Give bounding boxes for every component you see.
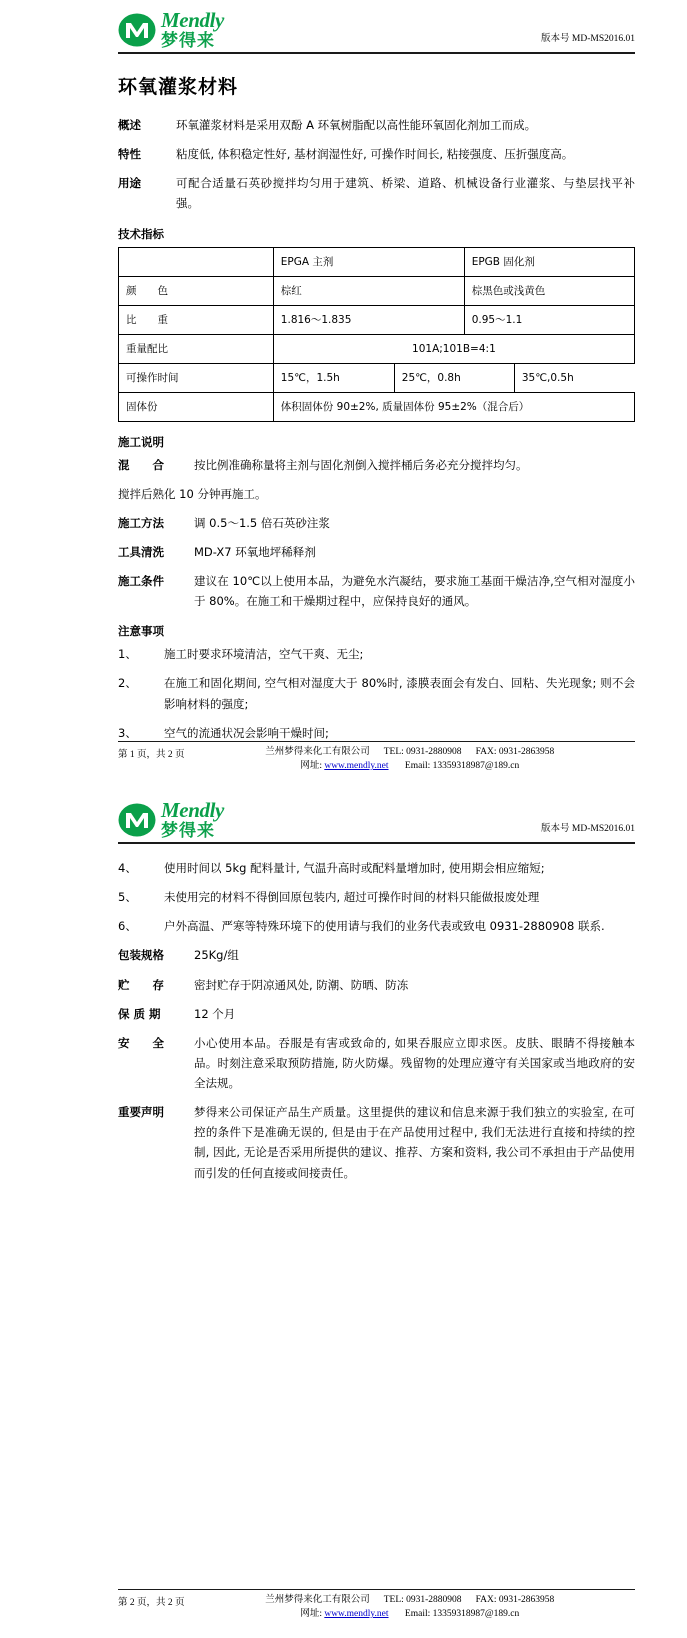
td-pot-35c: 35℃,0.5h <box>521 371 574 384</box>
list-item-text: 未使用完的材料不得倒回原包装内, 超过可操作时间的材料只能做报废处理 <box>164 890 540 905</box>
spec-table <box>118 247 635 422</box>
td-pot-life-values <box>273 363 634 392</box>
mixing-note-row <box>118 484 635 504</box>
safety-row <box>118 1033 635 1093</box>
td-gravity-label: 比 重 <box>119 305 274 334</box>
uses-row <box>118 173 635 213</box>
disclaimer-label: 重要声明 <box>118 1105 164 1120</box>
storage-row <box>118 975 635 995</box>
uses-label: 用途 <box>118 176 141 191</box>
footer-email-label: Email: <box>404 761 431 772</box>
list-item-number: 2、 <box>118 676 137 691</box>
list-item-number: 3、 <box>118 725 137 740</box>
list-item-number: 5、 <box>118 890 137 905</box>
footer-line-1 <box>185 1594 635 1608</box>
header-divider <box>118 842 635 844</box>
logo-text <box>161 10 224 49</box>
mixing-label: 混 合 <box>118 457 164 472</box>
footer-company-info <box>185 746 635 774</box>
td-ratio-label: 重量配比 <box>119 334 274 363</box>
table-header-row <box>119 247 635 276</box>
features-row <box>118 144 635 164</box>
td-pot-life-label: 可操作时间 <box>119 363 274 392</box>
footer-divider <box>118 1589 635 1590</box>
notice-list-continued <box>118 858 635 936</box>
list-item-text: 使用时间以 5kg 配料量计, 气温升高时或配料量增加时, 使用期会相应缩短; <box>164 861 545 875</box>
footer-fax: FAX: 0931-2863958 <box>475 747 555 758</box>
list-item <box>118 644 635 664</box>
list-item-number: 1、 <box>118 647 137 662</box>
logo-cn: 梦得来 <box>161 821 215 840</box>
notice-title: 注意事项 <box>118 624 164 639</box>
spec-title: 技术指标 <box>118 226 164 241</box>
td-color-epga: 棕红 <box>273 276 464 305</box>
list-item <box>118 673 635 713</box>
footer-tel: TEL: 0931-2880908 <box>383 747 462 758</box>
table-row <box>119 276 635 305</box>
td-solids-value: 体积固体份 90±2%, 质量固体份 95±2%（混合后） <box>273 392 634 421</box>
logo-en: Mendly <box>161 8 224 32</box>
shelf-life-label: 保 质 期 <box>118 1006 161 1021</box>
notice-list <box>118 644 635 743</box>
page-header <box>0 0 687 52</box>
footer-page-number: 第 1 页，共 2 页 <box>118 750 185 761</box>
list-item <box>118 916 635 936</box>
shelf-life-value: 12 个月 <box>194 1006 236 1021</box>
logo-cn: 梦得来 <box>161 31 215 50</box>
doc-version-code: 版本号 MD-MS2016.01 <box>541 824 635 834</box>
th-epgb: EPGB 固化剂 <box>464 247 634 276</box>
footer-web-label: 网址: <box>300 761 322 772</box>
th-blank <box>119 247 274 276</box>
storage-value: 密封贮存于阴凉通风处, 防潮、防晒、防冻 <box>194 977 409 992</box>
footer-line-1 <box>185 746 635 760</box>
td-color-epgb: 棕黑色或浅黄色 <box>464 276 634 305</box>
cleaning-row <box>118 542 635 562</box>
footer-content <box>118 746 635 774</box>
page-1-footer <box>118 741 635 774</box>
safety-label: 安 全 <box>118 1035 164 1050</box>
th-epga: EPGA 主剂 <box>273 247 464 276</box>
cleaning-label: 工具清洗 <box>118 544 164 559</box>
safety-value: 小心使用本品。吞服是有害或致命的, 如果吞服应立即求医。皮肤、眼睛不得接触本品。时刻注意采取预防措施, 防火防爆。残留物的处理应遵守有关国家或当地政府的安全法规。 <box>194 1035 635 1090</box>
footer-line-2 <box>185 1608 635 1622</box>
conditions-label: 施工条件 <box>118 574 164 588</box>
header-divider <box>118 52 635 54</box>
packaging-label: 包装规格 <box>118 948 164 963</box>
td-solids-label: 固体份 <box>119 392 274 421</box>
doc-version-code: 版本号 MD-MS2016.01 <box>541 34 635 44</box>
list-item <box>118 858 635 878</box>
logo-mark-icon <box>118 803 156 837</box>
document-page-2 <box>0 790 687 1638</box>
document-page-1 <box>0 0 687 790</box>
shelf-life-row <box>118 1004 635 1024</box>
footer-company-info <box>185 1594 635 1622</box>
conditions-value: 建议在 10℃以上使用本品，为避免水汽凝结，要求施工基面干燥洁净,空气相对湿度小于 80%。在施工和干燥期过程中，应保持良好的通风。 <box>194 574 635 609</box>
page-title: 环氧灌浆材料 <box>118 76 239 98</box>
list-item-number: 6、 <box>118 919 137 934</box>
storage-label: 贮 存 <box>118 977 164 992</box>
table-row <box>119 363 635 392</box>
uses-value: 可配合适量石英砂搅拌均匀用于建筑、桥梁、道路、机械设备行业灌浆、与垫层找平补强。 <box>176 176 635 211</box>
overview-row <box>118 115 635 135</box>
footer-page-number: 第 2 页，共 2 页 <box>118 1598 185 1609</box>
page-2-footer <box>118 1589 635 1622</box>
mixing-row <box>118 455 635 475</box>
page-header <box>0 790 687 842</box>
logo-mark-icon <box>118 13 156 47</box>
td-pot-15c: 15℃，1.5h <box>274 364 394 392</box>
page-2-content <box>0 858 687 1183</box>
td-pot-25c: 25℃，0.8h <box>394 364 514 392</box>
footer-email: 13359318987@189.cn <box>432 1609 520 1620</box>
list-item <box>118 723 635 743</box>
list-item-number: 4、 <box>118 861 137 875</box>
list-item <box>118 887 635 907</box>
packaging-row <box>118 945 635 965</box>
list-item-text: 在施工和固化期间, 空气相对湿度大于 80%时, 漆膜表面会有发白、回粘、失光现象; 则不会影响材料的强度; <box>164 676 635 711</box>
footer-divider <box>118 741 635 742</box>
features-value: 粘度低, 体积稳定性好, 基材润湿性好, 可操作时间长, 粘接强度、压折强度高。 <box>176 147 574 162</box>
td-gravity-epga: 1.816～1.835 <box>273 305 464 334</box>
logo-en: Mendly <box>161 798 224 822</box>
construction-title: 施工说明 <box>118 434 164 449</box>
conditions-row <box>118 571 635 611</box>
footer-email: 13359318987@189.cn <box>432 761 520 772</box>
mixing-note-value: 搅拌后熟化 10 分钟再施工。 <box>118 486 267 501</box>
footer-line-2 <box>185 760 635 774</box>
footer-tel: TEL: 0931-2880908 <box>383 1595 462 1606</box>
td-color-label: 颜 色 <box>119 276 274 305</box>
table-row <box>119 305 635 334</box>
table-row <box>119 392 635 421</box>
disclaimer-value: 梦得来公司保证产品生产质量。这里提供的建议和信息来源于我们独立的实验室, 在可控的条件下是准确无误的, 但是由于在产品使用过程中, 我们无法进行直接和持续的控制, 因此, 无论是否采用所提供的建议、推荐、方案和资料, 我公司不承担由于产品使用而引发的任何直接或间接责任。 <box>194 1105 635 1180</box>
packaging-value: 25Kg/组 <box>194 948 239 963</box>
footer-web-link[interactable]: www.mendly.net <box>324 761 389 772</box>
mixing-value: 按比例准确称量将主剂与固化剂倒入搅拌桶后务必充分搅拌均匀。 <box>194 457 528 472</box>
cleaning-value: MD-X7 环氧地坪稀释剂 <box>194 544 316 559</box>
footer-email-label: Email: <box>404 1609 431 1620</box>
footer-content <box>118 1594 635 1622</box>
footer-web-label: 网址: <box>300 1609 322 1620</box>
list-item-text: 空气的流通状况会影响干燥时间; <box>164 725 329 740</box>
footer-fax: FAX: 0931-2863958 <box>475 1595 555 1606</box>
td-ratio-value: 101A;101B=4:1 <box>273 334 634 363</box>
logo-text <box>161 800 224 839</box>
footer-company: 兰州梦得来化工有限公司 <box>265 747 370 758</box>
method-label: 施工方法 <box>118 515 164 530</box>
features-label: 特性 <box>118 147 141 162</box>
page-1-content <box>0 72 687 743</box>
disclaimer-row <box>118 1102 635 1183</box>
td-gravity-epgb: 0.95～1.1 <box>464 305 634 334</box>
overview-label: 概述 <box>118 118 141 132</box>
method-value: 调 0.5～1.5 倍石英砂注浆 <box>194 515 330 530</box>
footer-company: 兰州梦得来化工有限公司 <box>265 1595 370 1606</box>
method-row <box>118 513 635 533</box>
list-item-text: 施工时要求环境清洁，空气干爽、无尘; <box>164 647 364 662</box>
footer-web-link[interactable]: www.mendly.net <box>324 1609 389 1620</box>
table-row <box>119 334 635 363</box>
overview-value: 环氧灌浆材料是采用双酚 A 环氧树脂配以高性能环氧固化剂加工而成。 <box>176 118 537 132</box>
list-item-text: 户外高温、严寒等特殊环境下的使用请与我们的业务代表或致电 0931-2880908 联系. <box>164 919 605 934</box>
